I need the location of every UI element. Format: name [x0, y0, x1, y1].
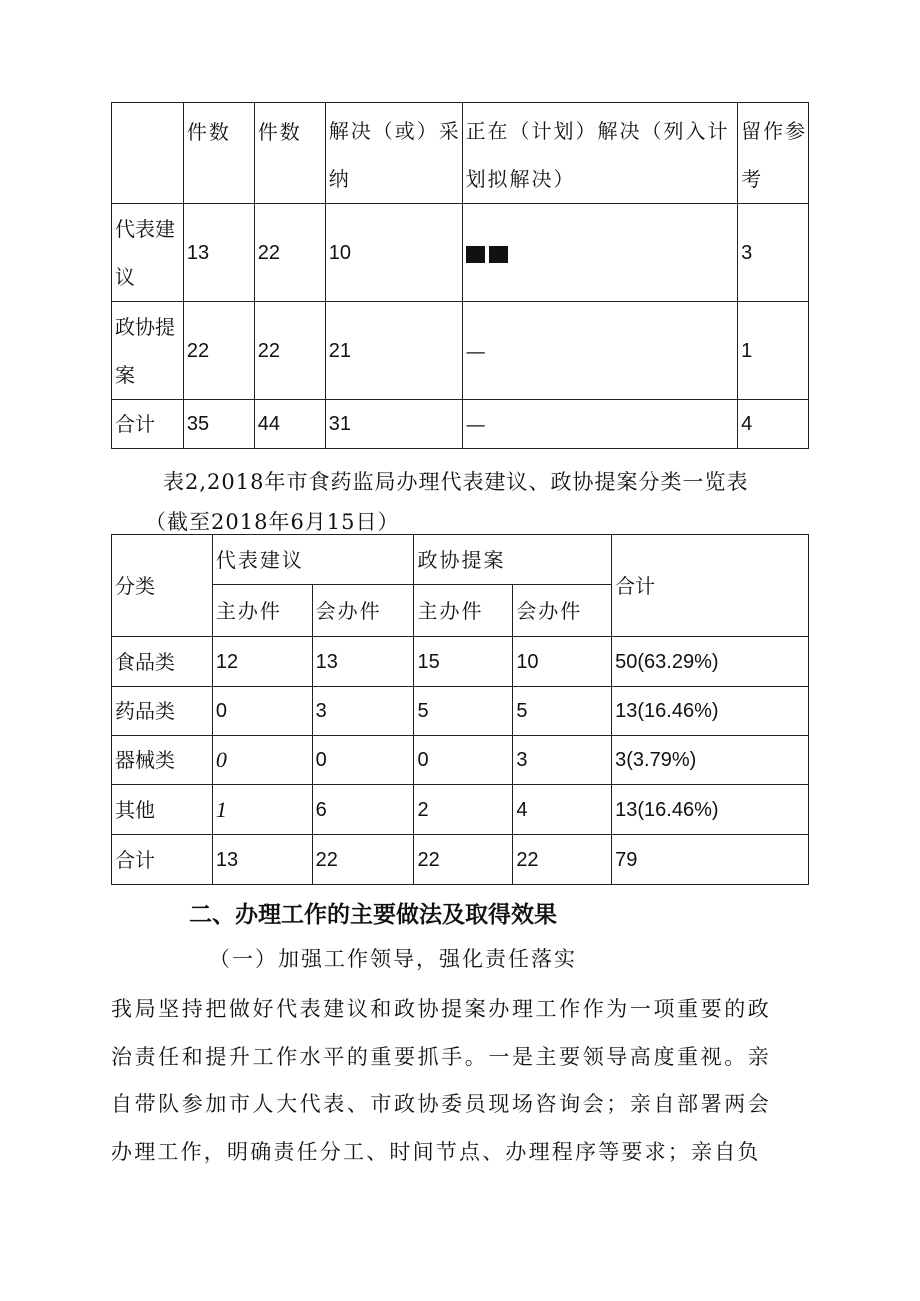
table-cell: 1 — [738, 302, 809, 400]
header-total: 合计 — [612, 535, 809, 637]
table-cell: 13 — [312, 637, 414, 687]
table-cell: 3 — [738, 204, 809, 302]
header-cell — [112, 103, 184, 204]
table-cell-total: 79 — [612, 835, 809, 885]
table-cell: 0 — [312, 736, 414, 785]
table-caption-date: （截至2018年6月15日） — [145, 510, 400, 534]
table-cell: 35 — [183, 400, 254, 449]
table-cell: 13 — [212, 835, 312, 885]
body-paragraph: 我局坚持把做好代表建议和政协提案办理工作作为一项重要的政治责任和提升工作水平的重要抓手。一是主要领导高度重视。亲自带队参加市人大代表、市政协委员现场咨询会；亲自部署两会办理工作，明确责任分工、时间节点、办理程序等要求；亲自负 — [111, 997, 771, 1164]
table-cell: 3 — [312, 687, 414, 736]
table-cell: 4 — [513, 785, 612, 835]
table-cell-total: 13(16.46%) — [612, 785, 809, 835]
table-cell: 2 — [414, 785, 513, 835]
table-row — [112, 835, 809, 885]
subheader-main: 主办件 — [414, 585, 513, 637]
redaction-block — [466, 246, 485, 263]
table-cell-total: 13(16.46%) — [612, 687, 809, 736]
table-row — [112, 637, 809, 687]
table-cell: 15 — [414, 637, 513, 687]
row-label: 合计 — [112, 835, 213, 885]
category-table — [111, 534, 809, 885]
row-label: 合计 — [112, 400, 184, 449]
table-cell: 44 — [254, 400, 325, 449]
table-cell: 0 — [212, 687, 312, 736]
table-cell: 10 — [325, 204, 462, 302]
table-cell: 22 — [183, 302, 254, 400]
table-cell: — — [462, 302, 738, 400]
table-cell: 5 — [513, 687, 612, 736]
table-row — [112, 687, 809, 736]
table-cell: 4 — [738, 400, 809, 449]
table-row — [112, 302, 809, 400]
redacted-cell — [462, 204, 738, 302]
header-cell: 件数 — [254, 103, 325, 204]
table-cell: 13 — [183, 204, 254, 302]
table-header-row — [112, 535, 809, 585]
table-row — [112, 785, 809, 835]
subheader-assist: 会办件 — [312, 585, 414, 637]
section-heading: 二、办理工作的主要做法及取得效果 — [189, 902, 557, 928]
header-cell: 正在（计划）解决（列入计划拟解决） — [462, 103, 738, 204]
table-cell: 22 — [312, 835, 414, 885]
table-cell: 22 — [254, 302, 325, 400]
table-row — [112, 204, 809, 302]
table-caption: 表2,2018年市食药监局办理代表建议、政协提案分类一览表 — [163, 470, 749, 494]
header-cell: 留作参考 — [738, 103, 809, 204]
table-cell: 1 — [212, 785, 312, 835]
row-label: 食品类 — [112, 637, 213, 687]
table-cell: 6 — [312, 785, 414, 835]
row-label: 政协提案 — [112, 302, 184, 400]
table-cell: 22 — [414, 835, 513, 885]
row-label: 药品类 — [112, 687, 213, 736]
table-header-row — [112, 103, 809, 204]
row-label: 代表建议 — [112, 204, 184, 302]
row-label: 其他 — [112, 785, 213, 835]
header-cell: 件数 — [183, 103, 254, 204]
section-subheading: （一）加强工作领导，强化责任落实 — [209, 947, 577, 971]
table-cell: 22 — [513, 835, 612, 885]
table-cell: 10 — [513, 637, 612, 687]
header-group-deputies: 代表建议 — [212, 535, 414, 585]
subheader-main: 主办件 — [212, 585, 312, 637]
table-cell: 31 — [325, 400, 462, 449]
table-cell: 0 — [414, 736, 513, 785]
redaction-block — [489, 246, 508, 263]
table-cell: 0 — [212, 736, 312, 785]
table-cell-total: 50(63.29%) — [612, 637, 809, 687]
row-label: 器械类 — [112, 736, 213, 785]
table-cell: — — [462, 400, 738, 449]
table-cell-total: 3(3.79%) — [612, 736, 809, 785]
table-cell: 5 — [414, 687, 513, 736]
table-cell: 12 — [212, 637, 312, 687]
subheader-assist: 会办件 — [513, 585, 612, 637]
table-cell: 22 — [254, 204, 325, 302]
header-group-cppcc: 政协提案 — [414, 535, 612, 585]
table-row — [112, 400, 809, 449]
table-row — [112, 736, 809, 785]
header-category: 分类 — [112, 535, 213, 637]
summary-table — [111, 102, 809, 449]
table-cell: 21 — [325, 302, 462, 400]
header-cell: 解决（或）采纳 — [325, 103, 462, 204]
table-cell: 3 — [513, 736, 612, 785]
